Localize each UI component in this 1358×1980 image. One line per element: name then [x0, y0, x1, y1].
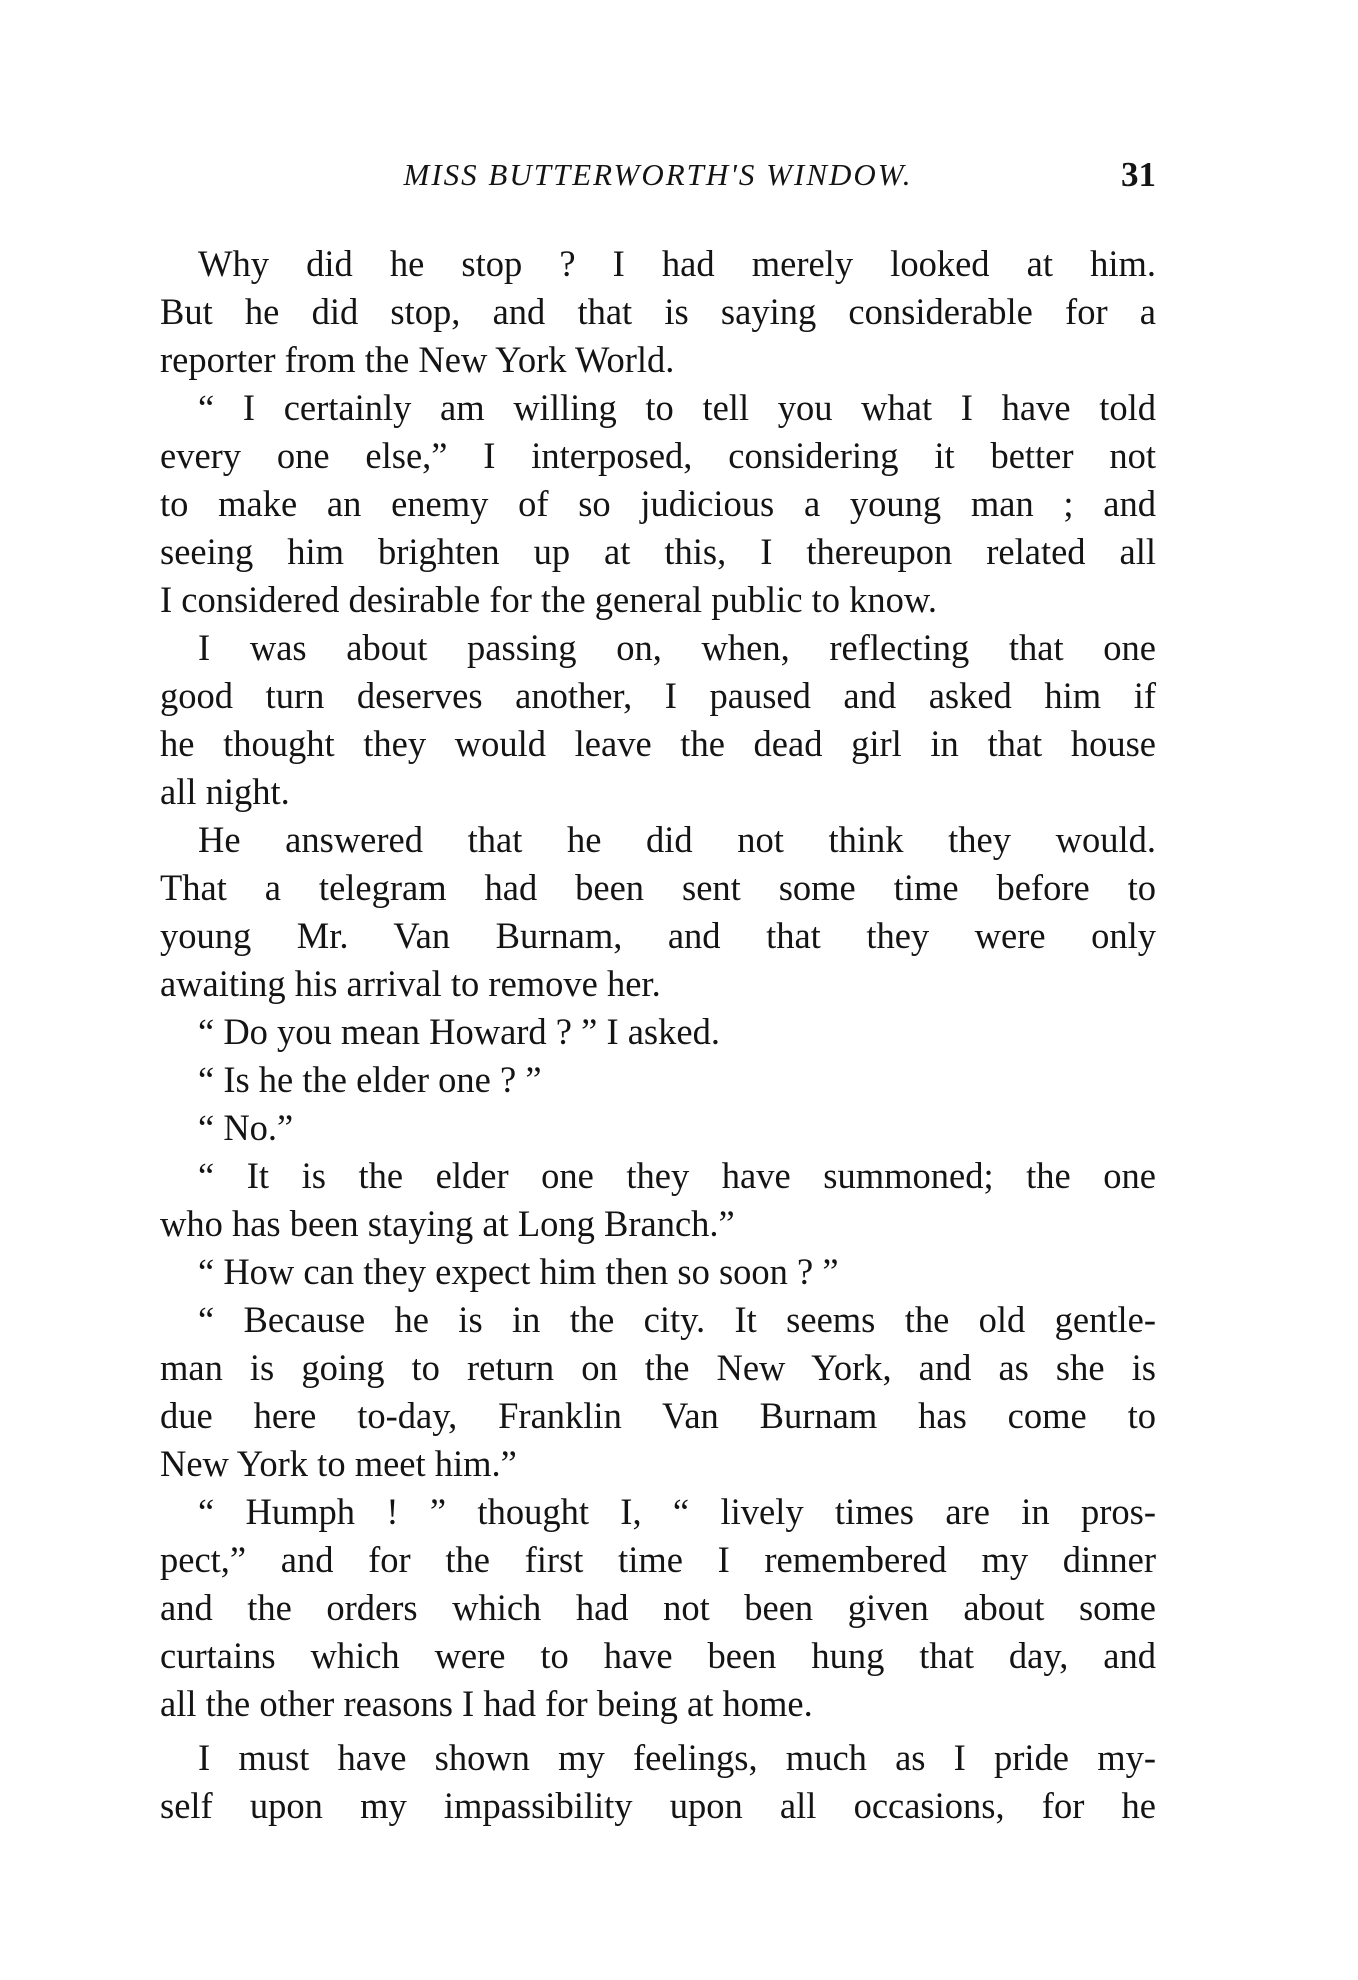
text-line: “ No.” — [198, 1107, 294, 1148]
running-head — [160, 150, 1156, 200]
paragraph — [160, 1734, 1156, 1830]
text-line: all the other reasons I had for being at home. — [160, 1683, 813, 1724]
text-line: curtains which were to have been hung that day, and — [160, 1635, 1156, 1676]
paragraph — [160, 384, 1156, 624]
paragraph — [160, 1248, 1156, 1296]
paragraph — [160, 624, 1156, 816]
text-line: seeing him brighten up at this, I thereupon related all — [160, 531, 1156, 572]
text-line: good turn deserves another, I paused and asked him if — [160, 675, 1156, 716]
text-line: I must have shown my feelings, much as I pride my- — [198, 1737, 1156, 1778]
paragraph — [160, 1152, 1156, 1248]
text-line: Why did he stop ? I had merely looked at him. — [198, 243, 1156, 284]
text-line: every one else,” I interposed, considering it better not — [160, 435, 1156, 476]
text-line: “ Humph ! ” thought I, “ lively times are in pros- — [198, 1491, 1156, 1532]
text-line: “ It is the elder one they have summoned; the one — [198, 1155, 1156, 1196]
page-number: 31 — [1121, 155, 1156, 194]
text-line: he thought they would leave the dead girl in that house — [160, 723, 1156, 764]
text-line: “ Because he is in the city. It seems the old gentle- — [198, 1299, 1156, 1340]
text-line: awaiting his arrival to remove her. — [160, 963, 661, 1004]
paragraph — [160, 1104, 1156, 1152]
text-line: who has been staying at Long Branch.” — [160, 1203, 735, 1244]
text-line: “ Do you mean Howard ? ” I asked. — [198, 1011, 720, 1052]
text-line: That a telegram had been sent some time before to — [160, 867, 1156, 908]
text-line: I was about passing on, when, reflecting that one — [198, 627, 1156, 668]
paragraph — [160, 816, 1156, 1008]
paragraph — [160, 1056, 1156, 1104]
text-line: But he did stop, and that is saying considerable for a — [160, 291, 1156, 332]
paragraph — [160, 1296, 1156, 1488]
text-line: “ How can they expect him then so soon ? ” — [198, 1251, 839, 1292]
text-line: “ Is he the elder one ? ” — [198, 1059, 542, 1100]
text-line: New York to meet him.” — [160, 1443, 517, 1484]
text-line: He answered that he did not think they would. — [198, 819, 1156, 860]
text-line: pect,” and for the first time I remembered my dinner — [160, 1539, 1156, 1580]
paragraph — [160, 1008, 1156, 1056]
text-line: “ I certainly am willing to tell you what I have told — [198, 387, 1156, 428]
text-line: to make an enemy of so judicious a young man ; and — [160, 483, 1156, 524]
text-line: self upon my impassibility upon all occasions, for he — [160, 1785, 1156, 1826]
text-line: due here to-day, Franklin Van Burnam has come to — [160, 1395, 1156, 1436]
text-line: and the orders which had not been given about some — [160, 1587, 1156, 1628]
body-text — [160, 240, 1156, 1830]
text-line: I considered desirable for the general public to know. — [160, 579, 938, 620]
running-title: MISS BUTTERWORTH'S WINDOW. — [403, 157, 913, 192]
text-line: all night. — [160, 771, 290, 812]
paragraph — [160, 1488, 1156, 1728]
text-line: man is going to return on the New York, and as she is — [160, 1347, 1156, 1388]
text-line: reporter from the New York World. — [160, 339, 675, 380]
paragraph — [160, 240, 1156, 384]
text-line: young Mr. Van Burnam, and that they were only — [160, 915, 1156, 956]
